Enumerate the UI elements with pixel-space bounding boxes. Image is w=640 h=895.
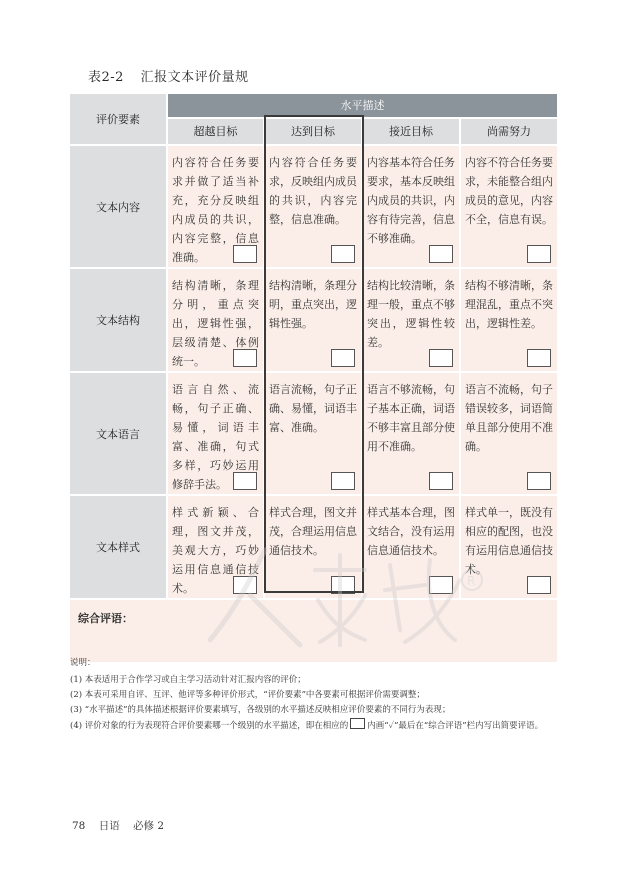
caption-number: 表2-2	[88, 70, 124, 85]
summary-label: 综合评语：	[78, 612, 133, 625]
check-box[interactable]	[527, 576, 551, 594]
level-cell	[460, 495, 558, 599]
level-cell	[264, 372, 362, 495]
header-level-group: 水平描述	[167, 93, 558, 118]
check-box[interactable]	[429, 349, 453, 367]
check-box[interactable]	[331, 245, 355, 263]
header-element: 评价要素	[69, 93, 167, 145]
cell-text: 结构比较清晰，条理一般，重点不够突出，逻辑性较差。	[367, 279, 455, 349]
table-row	[69, 372, 558, 495]
cell-text: 语言不够流畅，句子基本正确，词语不够丰富且部分使用不准确。	[367, 383, 455, 453]
cell-text: 样式新颖、合理，图文并茂，美观大方，巧妙运用信息通信技术。	[172, 506, 259, 595]
notes-title: 说明：	[70, 658, 96, 668]
footer-subject: 日语	[98, 820, 120, 832]
check-box[interactable]	[233, 245, 257, 263]
row-label: 文本结构	[69, 268, 167, 372]
table-row	[69, 145, 558, 268]
note-item: (2) 本表可采用自评、互评、他评等多种评价形式，“评价要素”中各要素可根据评价需要调整；	[70, 690, 425, 700]
header-level-3: 接近目标	[362, 118, 460, 145]
notes-section	[70, 656, 570, 734]
check-box[interactable]	[527, 472, 551, 490]
level-cell	[264, 268, 362, 372]
header-level-2: 达到目标	[264, 118, 362, 145]
svg-text:R: R	[467, 574, 476, 588]
check-box[interactable]	[233, 349, 257, 367]
check-box[interactable]	[429, 576, 453, 594]
cell-text: 样式基本合理，图文结合，没有运用信息通信技术。	[367, 506, 455, 557]
note-item-4-after: 内画“✓”最后在“综合评语”栏内写出简要评语。	[367, 721, 544, 731]
cell-text: 内容不符合任务要求，未能整合组内成员的意见，内容不全，信息有误。	[465, 156, 553, 226]
row-label: 文本内容	[69, 145, 167, 268]
header-level-4: 尚需努力	[460, 118, 558, 145]
table-row	[69, 268, 558, 372]
inline-check-box-icon	[350, 718, 365, 729]
cell-text: 结构不够清晰，条理混乱，重点不突出，逻辑性差。	[465, 279, 553, 330]
check-box[interactable]	[429, 245, 453, 263]
level-cell	[362, 145, 460, 268]
caption-title: 汇报文本评价量规	[140, 70, 249, 85]
cell-text: 内容符合任务要求，反映组内成员的共识，内容完整，信息准确。	[269, 156, 357, 226]
note-item: (1) 本表适用于合作学习或自主学习活动针对汇报内容的评价；	[70, 675, 306, 685]
table-row	[69, 495, 558, 599]
cell-text: 内容符合任务要求并做了适当补充，充分反映组内成员的共识，内容完整，信息准确。	[172, 156, 259, 264]
level-cell	[460, 268, 558, 372]
level-cell	[362, 495, 460, 599]
check-box[interactable]	[527, 349, 551, 367]
cell-text: 结构清晰，条理分明，重点突出，逻辑性强，层级清楚、体例统一。	[172, 279, 259, 368]
level-cell	[362, 268, 460, 372]
level-cell	[460, 145, 558, 268]
check-box[interactable]	[429, 472, 453, 490]
table-caption	[88, 66, 249, 85]
cell-text: 内容基本符合任务要求，基本反映组内成员的共识，内容有待完善，信息不够准确。	[367, 156, 455, 245]
level-cell	[264, 495, 362, 599]
level-cell	[167, 145, 264, 268]
level-cell	[167, 268, 264, 372]
cell-text: 语言不流畅，句子错误较多，词语简单且部分使用不准确。	[465, 383, 553, 453]
level-cell	[167, 495, 264, 599]
cell-text: 结构清晰，条理分明，重点突出，逻辑性强。	[269, 279, 357, 330]
cell-text: 样式合理，图文并茂，合理运用信息通信技术。	[269, 506, 357, 557]
cell-text: 语言流畅，句子正确、易懂，词语丰富、准确。	[269, 383, 357, 434]
footer-volume: 必修 2	[133, 820, 165, 832]
row-label: 文本语言	[69, 372, 167, 495]
check-box[interactable]	[331, 349, 355, 367]
check-box[interactable]	[233, 576, 257, 594]
cell-text: 语言自然、流畅，句子正确、易懂，词语丰富、准确，句式多样，巧妙运用修辞手法。	[172, 383, 259, 491]
rubric-table	[68, 92, 559, 664]
header-level-1: 超越目标	[167, 118, 264, 145]
page-number: 78	[72, 820, 86, 832]
level-cell	[362, 372, 460, 495]
cell-text: 样式单一，既没有相应的配图，也没有运用信息通信技术。	[465, 506, 553, 576]
row-label: 文本样式	[69, 495, 167, 599]
level-cell	[264, 145, 362, 268]
summary-comment-field[interactable]	[69, 599, 558, 663]
check-box[interactable]	[331, 576, 355, 594]
page-footer	[72, 818, 174, 833]
note-item-4-before: (4) 评价对象的行为表现符合评价要素哪一个级别的水平描述，即在相应的	[70, 721, 349, 731]
level-cell	[167, 372, 264, 495]
note-item-4	[70, 718, 570, 734]
check-box[interactable]	[233, 472, 257, 490]
note-item: (3) “水平描述”的具体描述根据评价要素填写，各级别的水平描述反映相应评价要素的不同行为表现；	[70, 705, 451, 715]
level-cell	[460, 372, 558, 495]
check-box[interactable]	[527, 245, 551, 263]
check-box[interactable]	[331, 472, 355, 490]
